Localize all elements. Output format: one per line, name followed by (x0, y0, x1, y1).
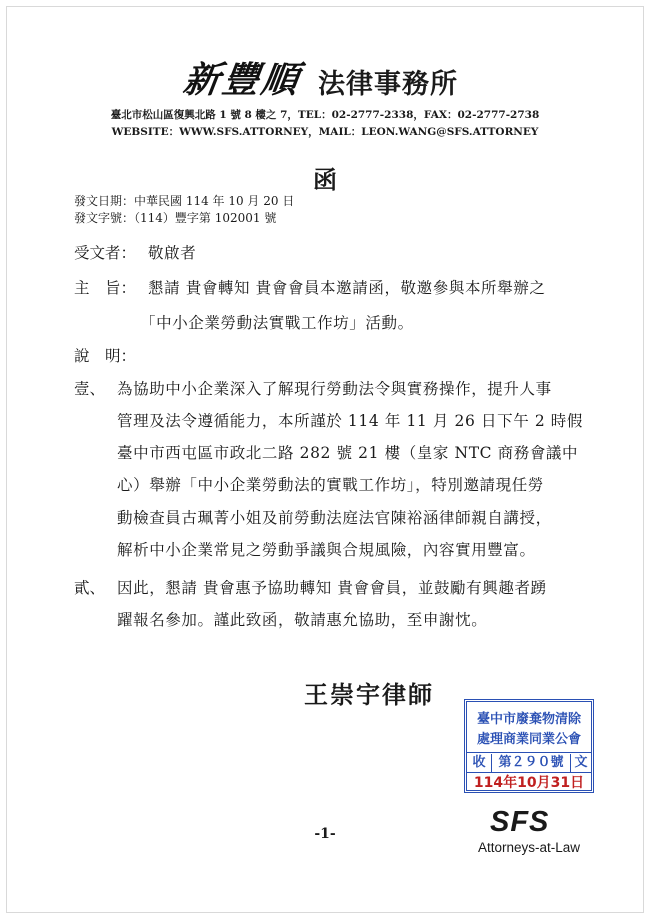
item-line: 解析中小企業常見之勞動爭議與合規風險，內容實用豐富。 (117, 541, 536, 559)
firm-address-line: 臺北市松山區復興北路 1 號 8 樓之 7，TEL：02-2777-2338，FAX：02-2777-2738 (110, 109, 540, 121)
subject-label: 主 旨： (74, 279, 137, 297)
firm-name: 法律事務所 (318, 69, 458, 100)
recipient-label: 受文者： (74, 244, 137, 262)
item-line: 躍報名參加。謹此致函，敬請惠允協助，至申謝忱。 (117, 611, 488, 629)
item-line: 為協助中小企業深入了解現行勞動法令與實務操作，提升人事 (117, 380, 552, 398)
document-number: 發文字號：（114）豐字第 102001 號 (74, 211, 277, 225)
firm-web-line: WEBSITE：WWW.SFS.ATTORNEY，MAIL：LEON.WANG@SFS.ATTORNEY (111, 126, 539, 138)
item-marker: 貳、 (74, 579, 106, 597)
page-number: -1- (314, 826, 336, 842)
item-line: 臺中市西屯區市政北二路 282 號 21 樓（皇家 NTC 商務會議中 (117, 444, 579, 462)
stamp-received-date: 114年10月31日 (473, 775, 585, 791)
sfs-logo: SFS (490, 806, 550, 838)
stamp-org-line: 臺中市廢棄物清除 (476, 712, 581, 727)
firm-logo-calligraphy: 新豐順 (180, 59, 304, 101)
recipient-value: 敬啟者 (148, 244, 197, 262)
item-line: 動檢查員古珮菁小姐及前勞動法庭法官陳裕涵律師親自講授， (117, 509, 552, 527)
item-line: 因此，懇請 貴會惠予協助轉知 貴會會員，並鼓勵有興趣者踴 (117, 579, 547, 597)
receipt-stamp (464, 699, 594, 793)
sfs-tagline: Attorneys-at-Law (478, 840, 581, 855)
stamp-org-line: 處理商業同業公會 (476, 732, 581, 747)
stamp-doc-label: 文 (574, 755, 588, 770)
document-type-title: 函 (313, 165, 337, 194)
subject-line: 懇請 貴會轉知 貴會會員本邀請函，敬邀參與本所舉辦之 (148, 279, 546, 297)
issue-date: 發文日期：中華民國 114 年 10 月 20 日 (74, 194, 295, 208)
item-marker: 壹、 (74, 380, 106, 398)
signer-name: 王崇宇律師 (304, 680, 434, 709)
item-line: 心）舉辦「中小企業勞動法的實戰工作坊」，特別邀請現任勞 (117, 476, 544, 494)
item-line: 管理及法令遵循能力，本所謹於 114 年 11 月 26 日下午 2 時假 (117, 412, 584, 430)
stamp-receive-label: 收 (472, 755, 486, 770)
stamp-number: 第２９０號 (498, 755, 564, 770)
subject-line: 「中小企業勞動法實戰工作坊」活動。 (140, 314, 414, 332)
explanation-label: 說 明： (74, 347, 137, 365)
